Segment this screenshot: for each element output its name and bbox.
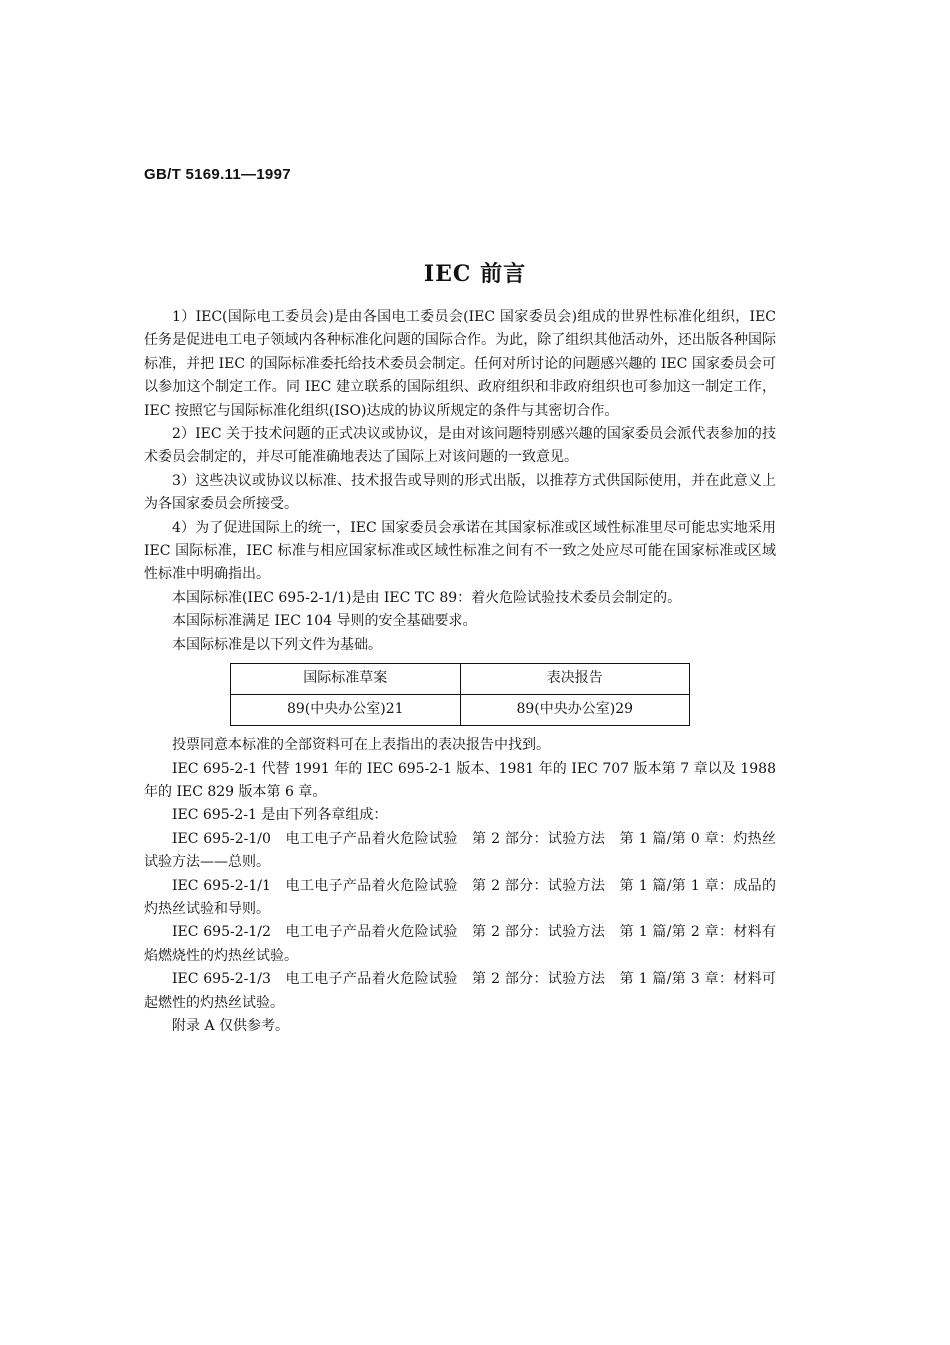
basis-documents-table: [230, 663, 690, 726]
paragraph-7: 本国际标准是以下列文件为基础。: [172, 636, 382, 653]
page-title: IEC 前言: [423, 261, 527, 287]
paragraph-3: 3）这些决议或协议以标准、技术报告或导则的形式出版，以推荐方式供国际使用，并在此意义上为各国家委员会所接受。: [144, 472, 776, 513]
table-row: [231, 695, 690, 726]
table-header-cell: 表决报告: [460, 664, 690, 695]
paragraph-10: IEC 695-2-1 是由下列各章组成：: [172, 807, 388, 824]
paragraph-5: 本国际标准(IEC 695-2-1/1)是由 IEC TC 89：着火危险试验技术委员会制定的。: [172, 589, 682, 606]
table-cell: 89(中央办公室)21: [231, 695, 461, 726]
paragraph-8: 投票同意本标准的全部资料可在上表指出的表决报告中找到。: [172, 737, 550, 754]
paragraph-13: IEC 695-2-1/2 电工电子产品着火危险试验 第 2 部分：试验方法 第 1 篇/第 2 章：材料有焰燃烧性的灼热丝试验。: [144, 924, 776, 964]
paragraph-6: 本国际标准满足 IEC 104 导则的安全基础要求。: [172, 613, 477, 630]
paragraph-12: IEC 695-2-1/1 电工电子产品着火危险试验 第 2 部分：试验方法 第 1 篇/第 1 章：成品的灼热丝试验和导则。: [144, 877, 776, 917]
paragraph-15: 附录 A 仅供参考。: [172, 1017, 290, 1034]
standard-code: GB/T 5169.11—1997: [144, 166, 291, 183]
paragraph-4: 4）为了促进国际上的统一，IEC 国家委员会承诺在其国家标准或区域性标准里尽可能忠实地采用 IEC 国际标准，IEC 标准与相应国家标准或区域性标准之间有不一致之处应尽可能在国家标准或区域性标准中明确指出。: [144, 519, 776, 583]
foreword-body: [144, 306, 776, 1038]
paragraph-14: IEC 695-2-1/3 电工电子产品着火危险试验 第 2 部分：试验方法 第 1 篇/第 3 章：材料可起燃性的灼热丝试验。: [144, 971, 776, 1011]
paragraph-11: IEC 695-2-1/0 电工电子产品着火危险试验 第 2 部分：试验方法 第 1 篇/第 0 章：灼热丝试验方法——总则。: [144, 830, 776, 871]
paragraph-1: 1）IEC(国际电工委员会)是由各国电工委员会(IEC 国家委员会)组成的世界性标准化组织，IEC 任务是促进电工电子领域内各种标准化问题的国际合作。为此，除了组织其他活动外，还出版各种国际标准，并把 IEC 的国际标准委托给技术委员会制定。任何对所讨论的问题感兴趣的 IEC 国家委员会可以参加这个制定工作。同 IEC 建立联系的国际组织、政府组织和非政府组织也可参加这一制定工作，IEC 按照它与国际标准化组织(ISO)达成的协议所规定的条件与其密切合作。: [144, 309, 776, 419]
paragraph-2: 2）IEC 关于技术问题的正式决议或协议，是由对该问题特别感兴趣的国家委员会派代表参加的技术委员会制定的，并尽可能准确地表达了国际上对该问题的一致意见。: [144, 426, 776, 466]
table-header-row: [231, 664, 690, 695]
paragraph-9: IEC 695-2-1 代替 1991 年的 IEC 695-2-1 版本、1981 年的 IEC 707 版本第 7 章以及 1988 年的 IEC 829 版本第 6 章。: [144, 760, 776, 800]
table-cell: 89(中央办公室)29: [460, 695, 690, 726]
table-header-cell: 国际标准草案: [231, 664, 461, 695]
